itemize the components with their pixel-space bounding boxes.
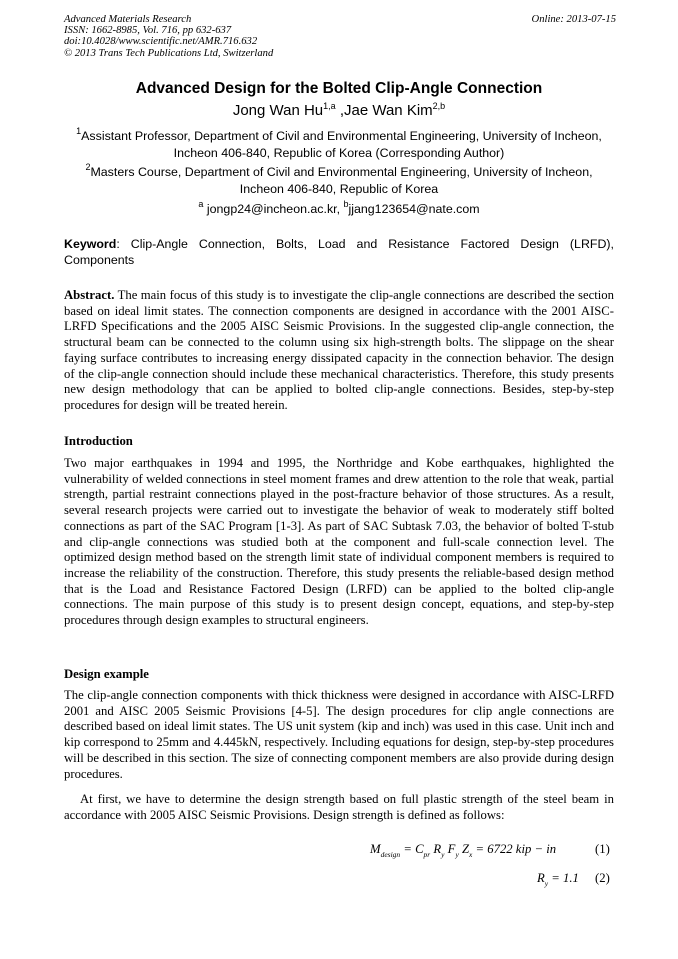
- author-2: Jae Wan Kim: [344, 102, 433, 119]
- affiliation-1: [64, 128, 614, 162]
- equation-1-number: (1): [595, 842, 610, 856]
- online-date: Online: 2013-07-15: [531, 14, 616, 25]
- introduction-text: Two major earthquakes in 1994 and 1995, the Northridge and Kobe earthquakes, highlighted the vulnerability of welded connections in steel moment frames and drew attention to the role that weak, partial strength, partial restraint connections played in the post-fracture behavior of those structures. As a result, several research projects were carried out to investigate the behavior of weak to moderately stiff bolted connections as part of the SAC Program [1-3]. As part of SAC Subtask 7.03, the behavior of bolted T-stub and clip-angle connections was studied both at the component and full-scale connection level. The optimized design method based on the strength limit state of individual component members is required to increase the reliability of the construction. Therefore, this study presents the reliable-based design method that is the Load and Resistance Factored Design (LRFD) can be applied to the bolted clip-angle connections. The main purpose of this study is to present design concept, equations, and step-by-step procedures through design examples to structural engineers.: [64, 456, 614, 628]
- equation-2-number: (2): [595, 871, 610, 885]
- affiliation-2: [64, 164, 614, 198]
- abstract: [64, 288, 614, 414]
- author-line: [0, 102, 678, 119]
- affiliation-2-mark: 2: [85, 162, 91, 172]
- keyword-text: : Clip-Angle Connection, Bolts, Load and Resistance Factored Design (LRFD), Components: [64, 237, 614, 267]
- eq1-F: F: [444, 842, 456, 856]
- email-line: [0, 199, 678, 216]
- affiliation-1-text: Assistant Professor, Department of Civil and Environmental Engineering, University of Incheon, Incheon 406-840, Republic of Korea (Corresponding Author): [81, 129, 602, 160]
- eq1-Z-sub: x: [469, 850, 473, 859]
- eq1-Z: Z: [458, 842, 470, 856]
- journal-header: [64, 14, 273, 59]
- eq1-rhs: = 6722 kip − in: [472, 842, 557, 856]
- eq1-R: R: [430, 842, 442, 856]
- keywords: [64, 236, 614, 268]
- author-1: Jong Wan Hu: [232, 102, 324, 119]
- eq1-M-sub: design: [380, 850, 401, 859]
- equation-2: [537, 871, 579, 888]
- copyright-line: © 2013 Trans Tech Publications Ltd, Switzerland: [64, 47, 274, 59]
- eq1-M: M: [370, 842, 381, 856]
- introduction-heading: Introduction: [64, 434, 133, 448]
- email-a[interactable]: jongp24@incheon.ac.kr,: [206, 202, 341, 216]
- journal-name: Advanced Materials Research: [64, 14, 192, 25]
- design-example-heading: Design example: [64, 667, 149, 681]
- design-example-paragraph-2: At first, we have to determine the design strength based on full plastic strength of the steel beam in accordance with 2005 AISC Seismic Provisions. Design strength is defined as follows:: [64, 792, 614, 822]
- eq2-R: R: [537, 871, 545, 885]
- email-b-mark: b: [343, 199, 349, 209]
- eq2-rhs: = 1.1: [548, 871, 579, 885]
- keyword-label: Keyword: [64, 237, 117, 251]
- eq1-C: = C: [400, 842, 424, 856]
- abstract-label: Abstract.: [64, 288, 115, 302]
- eq2-R-sub: y: [544, 879, 549, 888]
- eq1-F-sub: y: [455, 850, 459, 859]
- author-2-affil-mark: 2,b: [432, 101, 446, 111]
- eq1-C-sub: pr: [423, 850, 431, 859]
- author-1-affil-mark: 1,a: [323, 101, 336, 111]
- paper-title: Advanced Design for the Bolted Clip-Angle Connection: [135, 80, 543, 97]
- author-separator: ,: [335, 102, 345, 119]
- abstract-text: The main focus of this study is to investigate the clip-angle connections are described the section based on ideal limit states. The connection components are designed in accordance with the 2001 AISC-LRFD Specifications and the 2005 AISC Seismic Provisions. In the suggested clip-angle connection, the structural beam can be connected to the column using six high-strength bolts. The slippage on the shear faying surface contributes to increasing energy dissipated capacity in the connection behavior. The design of the clip-angle connection should include these mechanical characteristics. Therefore, this study presents new design methodology that can be applied to bolted clip-angle connections. Besides, step-by-step procedures for design will be treated herein.: [64, 288, 614, 412]
- affiliation-2-text: Masters Course, Department of Civil and Environmental Engineering, University of Incheon, Incheon 406-840, Republic of Korea: [90, 165, 593, 196]
- eq1-R-sub: y: [441, 850, 445, 859]
- email-a-mark: a: [198, 199, 204, 209]
- design-example-paragraph-1: The clip-angle connection components with thick thickness were designed in accordance with AISC-LRFD 2001 and AISC 2005 Seismic Provisions [4-5]. The design procedures for clip angle connections are described based on ideal limit states. The US unit system (kip and inch) was used in this case. Unit inch and kip correspond to 25mm and 4.445kN, respectively. Including equations for design, step-by-step procedures will be described in this section. The size of connecting component members are also provide during design procedures.: [64, 688, 614, 781]
- affiliation-1-mark: 1: [76, 126, 82, 136]
- doi-line[interactable]: doi:10.4028/www.scientific.net/AMR.716.632: [64, 36, 258, 48]
- email-b[interactable]: jjang123654@nate.com: [348, 202, 480, 216]
- equation-1: [370, 842, 556, 859]
- issn-line: ISSN: 1662-8985, Vol. 716, pp 632-637: [64, 25, 232, 37]
